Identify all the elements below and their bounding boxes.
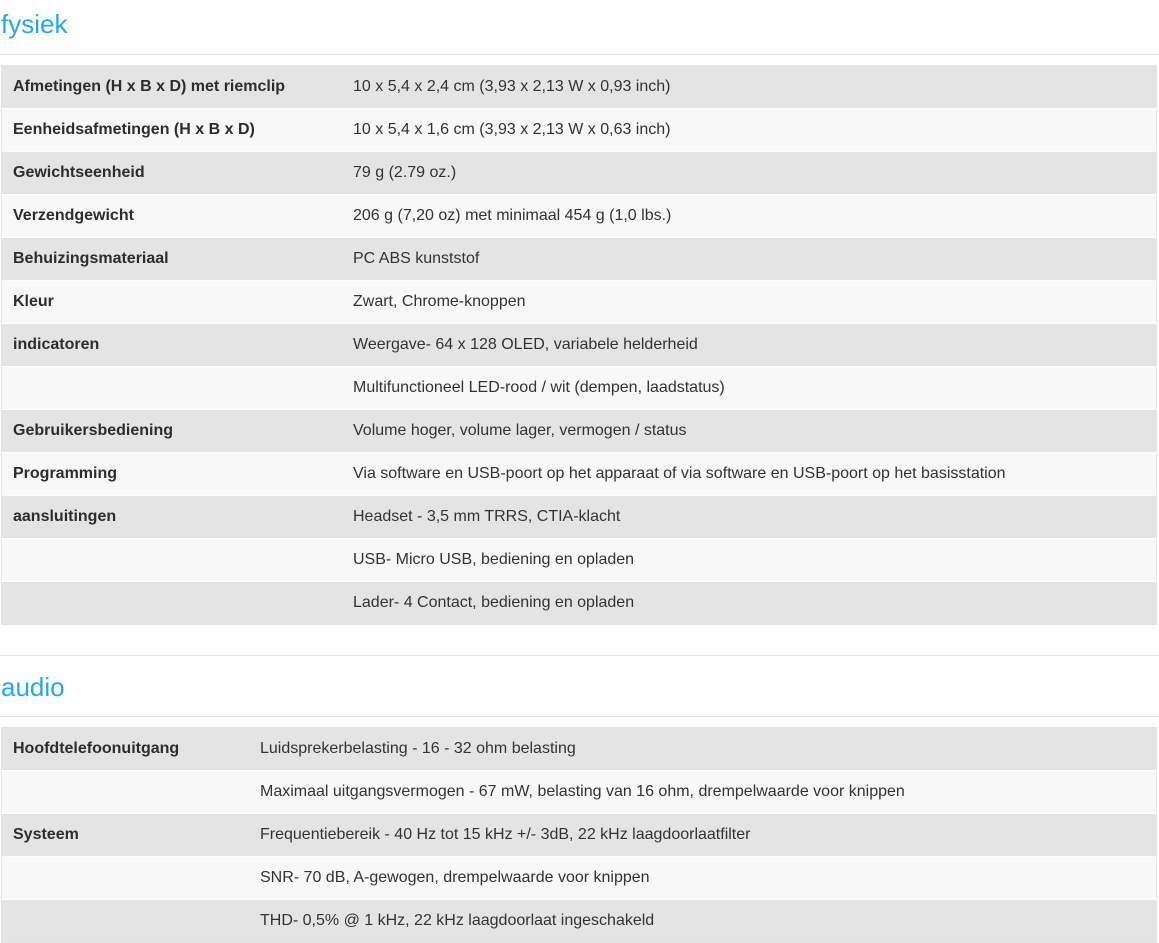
spec-value: SNR- 70 dB, A-gewogen, drempelwaarde voor knippen <box>249 857 1157 900</box>
spec-value: Maximaal uitgangsvermogen - 67 mW, belasting van 16 ohm, drempelwaarde voor knippen <box>249 771 1157 814</box>
spec-label: Kleur <box>2 281 343 324</box>
table-row <box>2 109 1157 152</box>
table-row <box>2 814 1157 857</box>
table-row <box>2 900 1157 943</box>
table-row <box>2 410 1157 453</box>
table-row <box>2 367 1157 410</box>
spec-label: Afmetingen (H x B x D) met riemclip <box>2 66 343 109</box>
spec-label: Gebruikersbediening <box>2 410 343 453</box>
table-row <box>2 453 1157 496</box>
spec-value: Zwart, Chrome-knoppen <box>342 281 1157 324</box>
spec-value: 10 x 5,4 x 1,6 cm (3,93 x 2,13 W x 0,63 inch) <box>342 109 1157 152</box>
table-row <box>2 728 1157 771</box>
table-row <box>2 152 1157 195</box>
table-row <box>2 771 1157 814</box>
section-divider <box>0 54 1159 55</box>
section-title: fysiek <box>1 9 68 39</box>
spec-value: Luidsprekerbelasting - 16 - 32 ohm belasting <box>249 728 1157 771</box>
spec-value: 10 x 5,4 x 2,4 cm (3,93 x 2,13 W x 0,93 inch) <box>342 66 1157 109</box>
spec-label: Verzendgewicht <box>2 195 343 238</box>
spec-label: Hoofdtelefoonuitgang <box>2 728 250 771</box>
spec-value: PC ABS kunststof <box>342 238 1157 281</box>
table-row <box>2 539 1157 582</box>
table-row <box>2 195 1157 238</box>
spec-value: USB- Micro USB, bediening en opladen <box>342 539 1157 582</box>
spec-table-fysiek <box>1 65 1157 625</box>
section-audio <box>0 656 1159 943</box>
spec-value: THD- 0,5% @ 1 kHz, 22 kHz laagdoorlaat ingeschakeld <box>249 900 1157 943</box>
spec-label: Behuizingsmateriaal <box>2 238 343 281</box>
spec-label: Gewichtseenheid <box>2 152 343 195</box>
spec-label <box>2 771 250 814</box>
spec-label <box>2 539 343 582</box>
table-row <box>2 857 1157 900</box>
spec-table-audio <box>1 727 1157 943</box>
table-row <box>2 582 1157 625</box>
spec-label <box>2 857 250 900</box>
spec-value: 206 g (7,20 oz) met minimaal 454 g (1,0 lbs.) <box>342 195 1157 238</box>
spec-value: Via software en USB-poort op het apparaat of via software en USB-poort op het basisstation <box>342 453 1157 496</box>
table-row <box>2 324 1157 367</box>
spec-value: Multifunctioneel LED-rood / wit (dempen, laadstatus) <box>342 367 1157 410</box>
spec-label: Eenheidsafmetingen (H x B x D) <box>2 109 343 152</box>
table-row <box>2 238 1157 281</box>
table-row <box>2 66 1157 109</box>
table-row <box>2 281 1157 324</box>
spec-label <box>2 367 343 410</box>
spec-value: Volume hoger, volume lager, vermogen / status <box>342 410 1157 453</box>
spec-value: Frequentiebereik - 40 Hz tot 15 kHz +/- 3dB, 22 kHz laagdoorlaatfilter <box>249 814 1157 857</box>
spec-label <box>2 582 343 625</box>
spec-value: 79 g (2.79 oz.) <box>342 152 1157 195</box>
spec-value: Headset - 3,5 mm TRRS, CTIA-klacht <box>342 496 1157 539</box>
spec-label: Systeem <box>2 814 250 857</box>
spec-label: indicatoren <box>2 324 343 367</box>
spec-label: Programming <box>2 453 343 496</box>
spec-value: Lader- 4 Contact, bediening en opladen <box>342 582 1157 625</box>
spec-label: aansluitingen <box>2 496 343 539</box>
spec-value: Weergave- 64 x 128 OLED, variabele helderheid <box>342 324 1157 367</box>
table-row <box>2 496 1157 539</box>
section-divider <box>0 716 1159 717</box>
section-title: audio <box>1 672 65 702</box>
spec-label <box>2 900 250 943</box>
